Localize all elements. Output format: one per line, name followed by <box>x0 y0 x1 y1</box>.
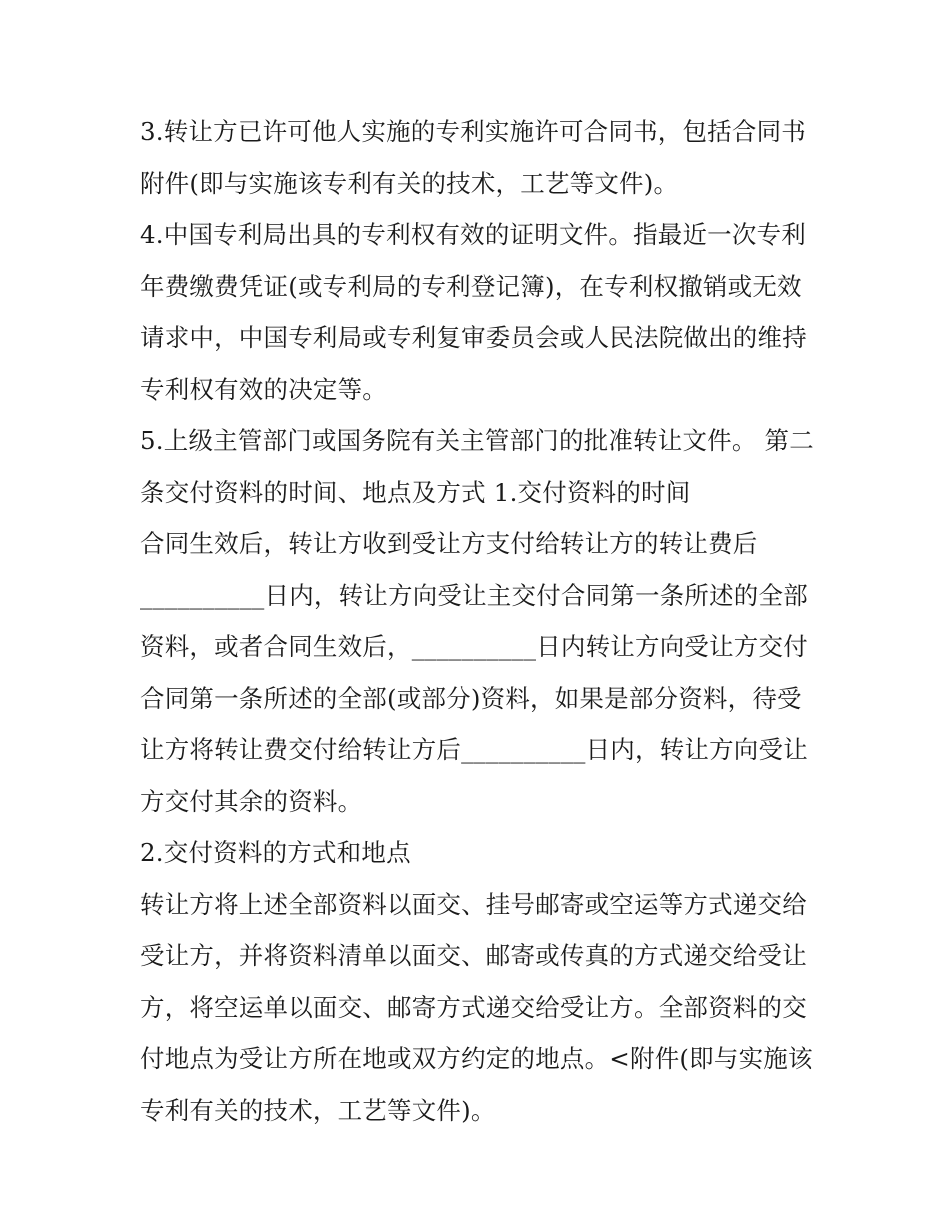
text-line: 受让方，并将资料清单以面交、邮寄或传真的方式递交给受让 <box>140 941 807 970</box>
text-line: 转让方将上述全部资料以面交、挂号邮寄或空运等方式递交给 <box>140 889 807 919</box>
text-line: 方，将空运单以面交、邮寄方式递交给受让方。全部资料的交 <box>140 992 807 1022</box>
text-line: 付地点为受让方所在地或双方约定的地点。<附件(即与实施该 <box>140 1044 813 1073</box>
text-line: 附件(即与实施该专利有关的技术，工艺等文件)。 <box>140 168 679 198</box>
text-line: 年费缴费凭证(或专利局的专利登记簿)，在专利权撤销或无效 <box>140 271 802 301</box>
text-line: 合同第一条所述的全部(或部分)资料，如果是部分资料，待受 <box>140 683 802 713</box>
text-line: 合同生效后，转让方收到受让方支付给转让方的转让费后 <box>140 529 758 558</box>
text-line: 5.上级主管部门或国务院有关主管部门的批准转让文件。 第二 <box>140 426 814 455</box>
text-line: 4.中国专利局出具的专利权有效的证明文件。指最近一次专利 <box>140 220 806 249</box>
text-line: 2.交付资料的方式和地点 <box>140 838 411 867</box>
text-line: 让方将转让费交付给转让方后__________日内，转让方向受让 <box>140 735 808 764</box>
text-line: 请求中，中国专利局或专利复审委员会或人民法院做出的维持 <box>140 323 807 352</box>
text-line: 专利有关的技术，工艺等文件)。 <box>140 1095 496 1125</box>
text-line: 3.转让方已许可他人实施的专利实施许可合同书，包括合同书 <box>140 117 806 146</box>
text-line: 条交付资料的时间、地点及方式 1.交付资料的时间 <box>140 477 691 507</box>
document-body <box>140 106 820 1136</box>
text-line: 专利权有效的决定等。 <box>140 374 387 404</box>
text-line: __________日内，转让方向受让主交付合同第一条所述的全部 <box>140 580 808 610</box>
text-line: 方交付其余的资料。 <box>140 786 363 816</box>
text-line: 资料，或者合同生效后，__________日内转让方向受让方交付 <box>140 632 808 661</box>
